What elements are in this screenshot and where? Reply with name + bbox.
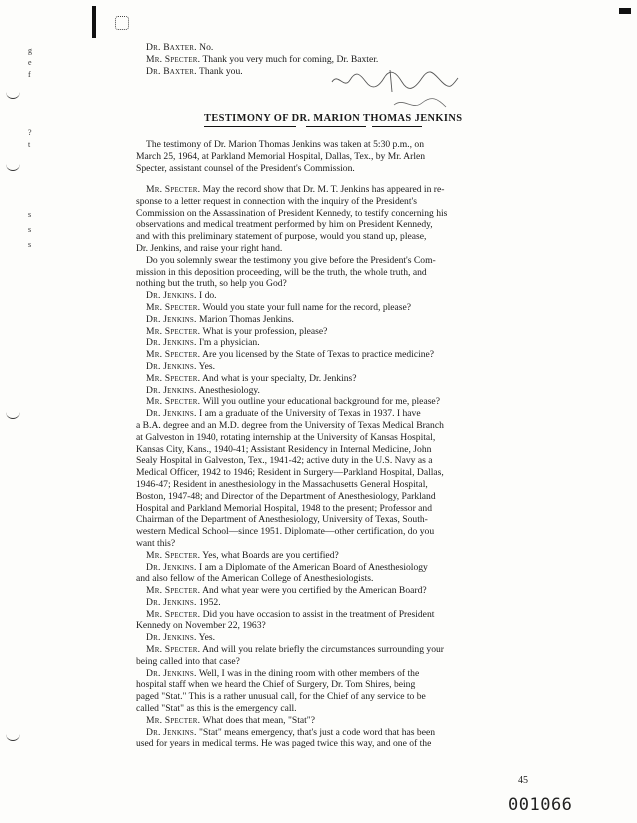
line-text: Would you state your full name for the record, please? [202,301,412,313]
line-text: Boston, 1947-48; and Director of the Department of Anesthesiology, Parkland [136,490,436,502]
intro-line: Specter, assistant counsel of the President's Commission. [136,162,355,174]
speaker-label: Mr. Specter. [146,301,201,313]
dialogue-line: Dr. Baxter. No. [146,42,214,53]
line-text: "Stat" means emergency, that's just a code word that has been [199,726,436,738]
speaker-label: Dr. Jenkins. [146,290,197,302]
testimony-line [136,219,548,231]
testimony-line [136,432,548,444]
line-text: I'm a physician. [199,337,260,349]
testimony-line [136,597,548,609]
line-text: hospital staff when we heard the Chief of Surgery, Dr. Tom Shires, being [136,679,416,691]
page-number: 45 [518,775,528,786]
line-text: And what is your specialty, Dr. Jenkins? [202,372,357,384]
handwritten-signature [330,68,460,94]
testimony-line [136,467,548,479]
line-text: mission in this deposition proceeding, will be the truth, the whole truth, and [136,266,427,278]
line-text: Marion Thomas Jenkins. [199,313,294,325]
speaker-label: Mr. Specter. [146,184,201,195]
line-text: Dr. Jenkins, and raise your right hand. [136,242,283,254]
testimony-line [136,396,548,408]
line-text: and also fellow of the American College of Anesthesiologists. [136,573,374,585]
line-text: I am a Diplomate of the American Board of Anesthesiology [199,561,428,573]
margin-hole-mark [6,88,20,99]
testimony-line [136,208,548,220]
testimony-line [136,243,548,255]
testimony-line [136,302,548,314]
line-text: I do. [199,290,217,302]
testimony-line [136,526,548,538]
testimony-line [136,455,548,467]
testimony-line [136,715,548,727]
line-text: May the record show that Dr. M. T. Jenkins has appeared in re- [202,184,445,195]
speaker-label: Dr. Jenkins. [146,337,197,349]
line-text: And will you relate briefly the circumstances surrounding your [202,644,444,656]
testimony-line [136,314,548,326]
line-text: observations and medical treatment performed by him on President Kennedy, [136,219,433,231]
testimony-line [136,184,548,196]
testimony-line [136,550,548,562]
speaker-label: Mr. Specter. [146,585,201,597]
line-text: Kansas City, Kans., 1940-41; Assistant Residency in Internal Medicine, John [136,443,432,455]
line-text: at Galveston in 1940, rotating internship at the University of Kansas Hospital, [136,431,436,443]
document-number: 001066 [508,795,573,815]
testimony-line [136,337,548,349]
margin-mark: ? [28,128,32,137]
margin-mark: f [28,70,31,79]
line-text: Yes, what Boards are you certified? [202,549,339,561]
line-text: a B.A. degree and an M.D. degree from the University of Texas Medical Branch [136,419,444,431]
margin-mark: s [28,210,32,219]
testimony-line [136,503,548,515]
title-underline [204,126,296,127]
speaker-label: Dr. Jenkins. [146,313,197,325]
testimony-line [136,703,548,715]
handwritten-mark [390,95,450,115]
line-text: 1946-47; Resident in anesthesiology in the Massachusetts General Hospital, [136,478,428,490]
testimony-line [136,491,548,503]
intro-paragraph [136,139,548,174]
speaker-label: Mr. Specter. [146,396,201,408]
line-text: What does that mean, "Stat"? [202,714,315,726]
line-text: Chairman of the Department of Anesthesiology, University of Texas, South- [136,514,428,526]
speaker-label: Dr. Jenkins. [146,632,197,644]
testimony-line [136,538,548,550]
testimony-line [136,290,548,302]
line-text: Will you outline your educational background for me, please? [202,396,440,408]
title-underline [372,126,422,127]
line-text: 1952. [199,596,221,608]
testimony-body [136,184,548,750]
margin-hole-mark [6,730,20,741]
testimony-line [136,361,548,373]
speaker-label: Dr. Jenkins. [146,360,197,372]
testimony-line [136,562,548,574]
testimony-line [136,196,548,208]
section-title: TESTIMONY OF DR. MARION THOMAS JENKINS [204,113,463,124]
line-text: Are you licensed by the State of Texas to practice medicine? [202,349,435,361]
scan-artifact-bar [92,6,96,38]
margin-hole-mark [6,160,20,171]
testimony-line [136,479,548,491]
testimony-line [136,691,548,703]
testimony-line [136,620,548,632]
line-text: Sealy Hospital in Galveston, Tex., 1941-42; active duty in the U.S. Navy as a [136,455,433,467]
dialogue-line: Dr. Baxter. Thank you. [146,65,243,77]
testimony-line [136,738,548,750]
line-text: want this? [136,537,176,549]
testimony-line [136,408,548,420]
speaker-label: Dr. Jenkins. [146,561,197,573]
testimony-line [136,668,548,680]
line-text: sponse to a letter request in connection with the inquiry of the President's [136,195,417,207]
dialogue-line: Mr. Specter. Thank you very much for coming, Dr. Baxter. [146,53,379,65]
margin-hole-mark [6,408,20,419]
testimony-line [136,255,548,267]
line-text: Anesthesiology. [198,384,260,396]
testimony-line [136,231,548,243]
line-text: used for years in medical terms. He was paged twice this way, and one of the [136,738,432,750]
margin-mark: t [28,140,31,149]
testimony-line [136,444,548,456]
speaker-label: Dr. Jenkins. [146,667,197,679]
testimony-line [136,373,548,385]
testimony-line [136,573,548,585]
testimony-line [136,278,548,290]
testimony-line [136,656,548,668]
testimony-line [136,385,548,397]
line-text: Did you have occasion to assist in the treatment of President [202,608,435,620]
line-text: And what year were you certified by the American Board? [202,585,427,597]
speaker-label: Dr. Jenkins. [146,596,197,608]
testimony-line [136,644,548,656]
line-text: Yes. [198,632,215,644]
line-text: I am a graduate of the University of Texas in 1937. I have [199,408,421,420]
margin-mark: s [28,225,32,234]
line-text: western Medical School—since 1951. Diplomate—other certification, do you [136,526,435,538]
scan-artifact-corner [619,8,631,14]
line-text: Yes. [198,360,215,372]
testimony-line [136,326,548,338]
line-text: nothing but the truth, so help you God? [136,278,287,290]
speaker-label: Mr. Specter. [146,372,201,384]
testimony-line [136,267,548,279]
margin-mark: s [28,240,32,249]
intro-line: March 25, 1964, at Parkland Memorial Hospital, Dallas, Tex., by Mr. Arlen [136,150,426,162]
line-text: and with this preliminary statement of purpose, would you stand up, please, [136,231,427,243]
line-text: Medical Officer, 1942 to 1946; Resident in Surgery—Parkland Hospital, Dallas, [136,467,444,479]
speaker-label: Dr. Jenkins. [146,408,197,420]
speaker-label: Mr. Specter. [146,549,201,561]
testimony-line [136,420,548,432]
speaker-label: Mr. Specter. [146,608,201,620]
line-text: being called into that case? [136,655,240,667]
speaker-label: Mr. Specter. [146,325,201,337]
margin-mark: e [28,58,32,67]
testimony-line [136,609,548,621]
speaker-label: Dr. Jenkins. [146,384,197,396]
testimony-line [136,679,548,691]
speaker-label: Mr. Specter. [146,349,201,361]
line-text: paged "Stat." This is a rather unusual call, for the Chief of any service to be [136,691,426,703]
scan-artifact-stamp [115,16,129,30]
speaker-label: Dr. Jenkins. [146,726,197,738]
testimony-line [136,514,548,526]
line-text: Do you solemnly swear the testimony you give before the President's Com- [146,254,436,266]
testimony-line [136,727,548,739]
line-text: Well, I was in the dining room with other members of the [198,667,420,679]
intro-line: The testimony of Dr. Marion Thomas Jenkins was taken at 5:30 p.m., on [146,139,425,150]
line-text: Kennedy on November 22, 1963? [136,620,266,632]
margin-mark: g [28,46,32,55]
speaker-label: Mr. Specter. [146,644,201,656]
line-text: Commission on the Assassination of President Kennedy, to testify concerning his [136,207,448,219]
line-text: called "Stat" as this is the emergency call. [136,703,297,715]
line-text: What is your profession, please? [202,325,328,337]
testimony-line [136,632,548,644]
title-underline [306,126,366,127]
testimony-line [136,349,548,361]
testimony-line [136,585,548,597]
speaker-label: Mr. Specter. [146,714,201,726]
line-text: Hospital and Parkland Memorial Hospital, 1948 to the present; Professor and [136,502,433,514]
